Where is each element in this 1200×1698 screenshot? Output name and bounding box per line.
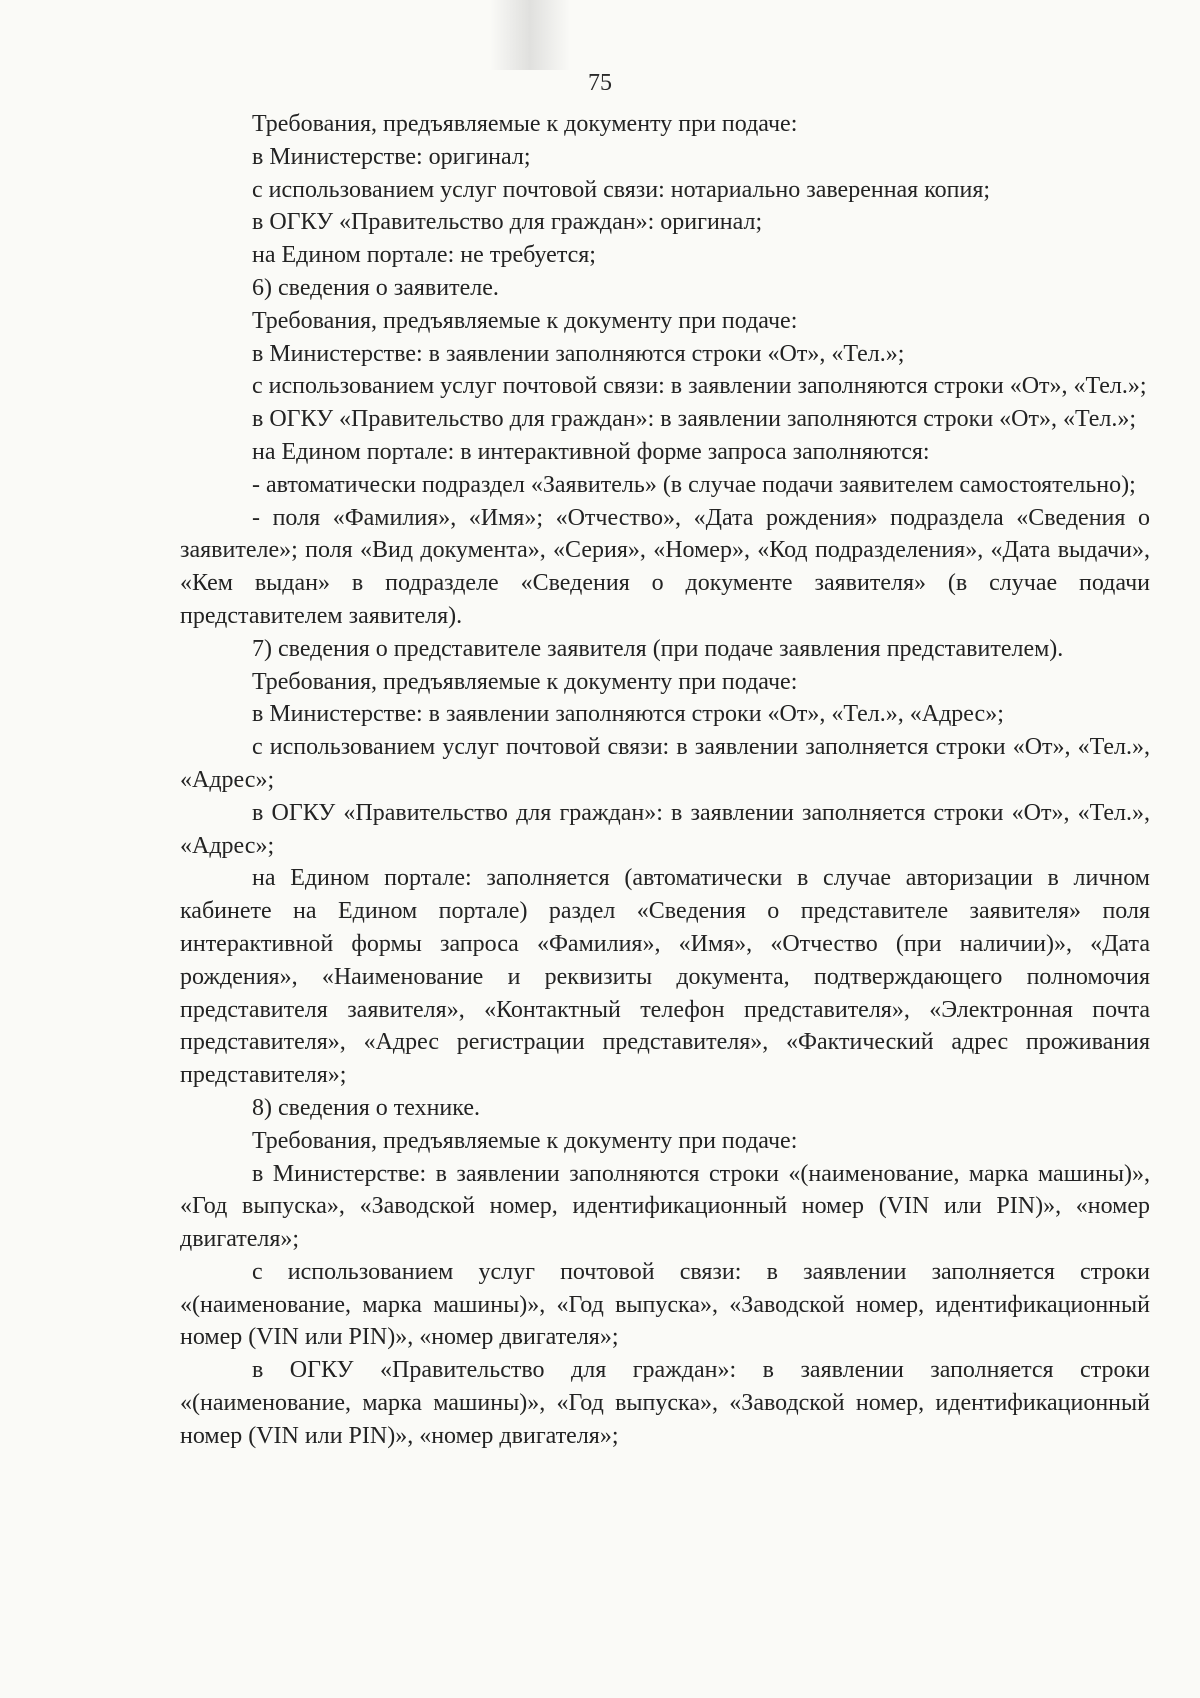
paragraph: в Министерстве: в заявлении заполняются строки «(наименование, марка машины)», «Год выпуска», «Заводской номер, идентификационный номер (VIN или PIN)», «номер двигателя»; <box>180 1160 1150 1253</box>
paragraph: в Министерстве: в заявлении заполняются строки «От», «Тел.», «Адрес»; <box>252 701 1004 728</box>
paragraph: в ОГКУ «Правительство для граждан»: в заявлении заполняется строки «(наименование, марка машины)», «Год выпуска», «Заводской номер, идентификационный номер (VIN или PIN)», «номер двигателя»; <box>180 1357 1150 1449</box>
paragraph: с использованием услуг почтовой связи: в заявлении заполняются строки «От», «Тел.»; <box>252 373 1147 400</box>
paragraph: Требования, предъявляемые к документу при подаче: <box>252 668 798 695</box>
paragraph: Требования, предъявляемые к документу при подаче: <box>252 111 798 137</box>
paragraph: - автоматически подраздел «Заявитель» (в случае подачи заявителем самостоятельно); <box>252 471 1136 498</box>
scan-artifact <box>490 0 570 70</box>
paragraph: с использованием услуг почтовой связи: нотариально заверенная копия; <box>252 176 991 203</box>
paragraph: в ОГКУ «Правительство для граждан»: оригинал; <box>252 209 763 236</box>
paragraph: в ОГКУ «Правительство для граждан»: в заявлении заполняется строки «От», «Тел.», «Адрес»; <box>180 799 1150 859</box>
paragraph: с использованием услуг почтовой связи: в заявлении заполняется строки «От», «Тел.», «Адрес»; <box>180 734 1150 793</box>
paragraph: Требования, предъявляемые к документу при подаче: <box>252 307 798 334</box>
paragraph: на Едином портале: в интерактивной форме запроса заполняются: <box>252 438 930 465</box>
paragraph: на Едином портале: не требуется; <box>252 242 596 269</box>
paragraph: в Министерстве: в заявлении заполняются строки «От», «Тел.»; <box>252 340 905 367</box>
paragraph: в Министерстве: оригинал; <box>252 143 531 170</box>
paragraph: на Едином портале: заполняется (автоматически в случае авторизации в личном кабинете на Едином портале) раздел «Сведения о представителе заявителя» поля интерактивной формы запроса «Фамилия», «Имя», «Отчество (при наличии)», «Дата рождения», «Наименование и реквизиты документа, подтверждающего полномочия представителя заявителя», «Контактный телефон представителя», «Электронная почта представителя», «Адрес регистрации представителя», «Фактический адрес проживания представителя»; <box>180 865 1150 1089</box>
paragraph: 8) сведения о технике. <box>252 1094 480 1121</box>
page-number: 75 <box>588 70 612 96</box>
document-body <box>180 108 1150 1453</box>
paragraph: 7) сведения о представителе заявителя (при подаче заявления представителем). <box>252 635 1064 662</box>
paragraph: в ОГКУ «Правительство для граждан»: в заявлении заполняются строки «От», «Тел.»; <box>252 406 1137 433</box>
paragraph: с использованием услуг почтовой связи: в заявлении заполняется строки «(наименование, марка машины)», «Год выпуска», «Заводской номер, идентификационный номер (VIN или PIN)», «номер двигателя»; <box>180 1258 1150 1351</box>
paragraph: Требования, предъявляемые к документу при подаче: <box>252 1127 798 1154</box>
paragraph: 6) сведения о заявителе. <box>252 274 499 301</box>
paragraph: - поля «Фамилия», «Имя»; «Отчество», «Дата рождения» подраздела «Сведения о заявителе»; поля «Вид документа», «Серия», «Номер», «Код подразделения», «Дата выдачи», «Кем выдан» в подразделе «Сведения о документе заявителя» (в случае подачи представителем заявителя). <box>180 504 1150 629</box>
